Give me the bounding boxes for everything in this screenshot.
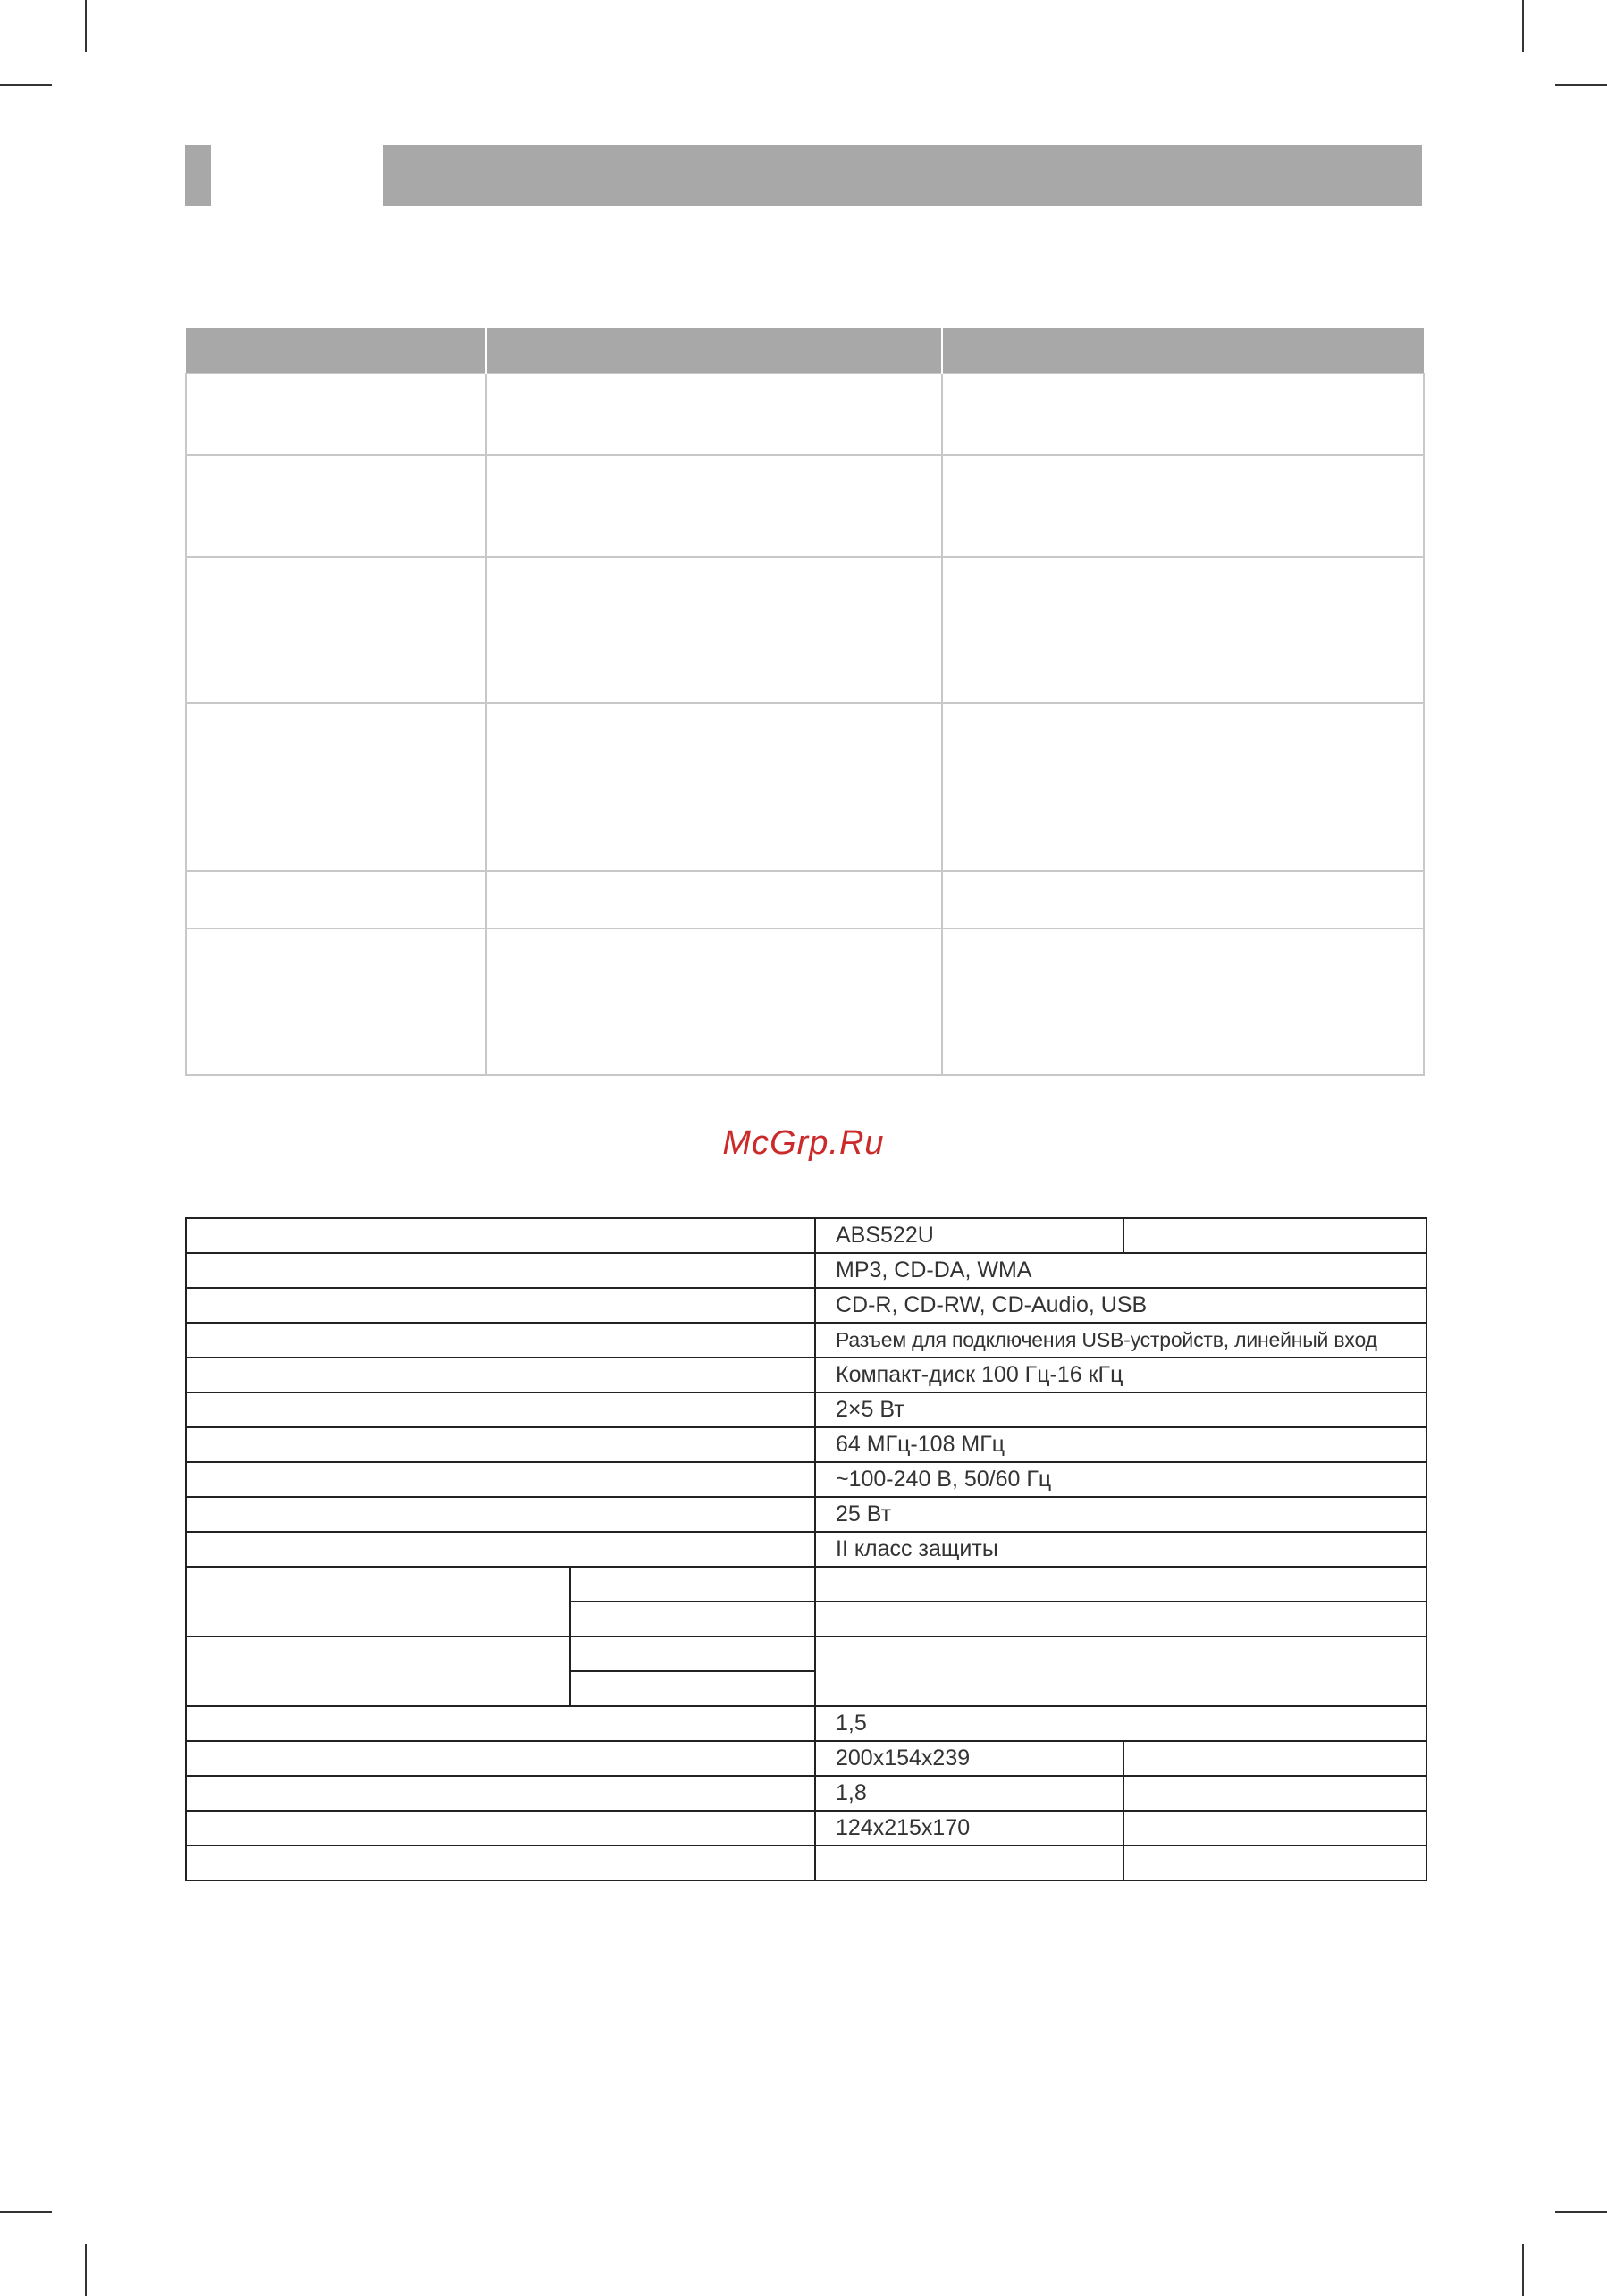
dimensions-1: 200x154x239 (815, 1741, 1123, 1776)
header-cell (186, 328, 486, 374)
crop-mark (1522, 2244, 1524, 2296)
formats-value: MP3, CD-DA, WMA (815, 1253, 1426, 1288)
spec-row (186, 1776, 1426, 1811)
page-number-block (185, 145, 211, 206)
header-cell (486, 328, 942, 374)
output-power-value: 2×5 Вт (815, 1392, 1426, 1427)
protection-class-value: II класс защиты (815, 1532, 1426, 1567)
spec-row (186, 1323, 1426, 1358)
crop-mark (0, 2211, 52, 2213)
table-row (186, 557, 1424, 703)
section-header-bar (383, 145, 1422, 206)
power-consumption-value: 25 Вт (815, 1497, 1426, 1532)
value-2: 1,8 (815, 1776, 1123, 1811)
crop-mark (85, 0, 87, 52)
spec-row (186, 1811, 1426, 1846)
power-supply-value: ~100-240 В, 50/60 Гц (815, 1462, 1426, 1497)
fm-range-value: 64 МГц-108 МГц (815, 1427, 1426, 1462)
spec-row (186, 1358, 1426, 1392)
watermark: McGrp.Ru (722, 1124, 885, 1162)
spec-row (186, 1846, 1426, 1880)
table-row (186, 703, 1424, 871)
spec-row (186, 1392, 1426, 1427)
spec-row (186, 1497, 1426, 1532)
media-value: CD-R, CD-RW, CD-Audio, USB (815, 1288, 1426, 1323)
crop-mark (1555, 2211, 1607, 2213)
spec-row (186, 1288, 1426, 1323)
spec-row (186, 1532, 1426, 1567)
table-header-row (186, 328, 1424, 374)
table-row (186, 455, 1424, 557)
spec-row (186, 1218, 1426, 1253)
table-row (186, 929, 1424, 1075)
dimensions-2: 124x215x170 (815, 1811, 1123, 1846)
spec-row (186, 1636, 1426, 1671)
frequency-response-value: Компакт-диск 100 Гц-16 кГц (815, 1358, 1426, 1392)
spec-row (186, 1462, 1426, 1497)
spec-row (186, 1427, 1426, 1462)
table-row (186, 374, 1424, 455)
spec-row (186, 1567, 1426, 1602)
table-row (186, 871, 1424, 929)
crop-mark (1522, 0, 1524, 52)
spec-row (186, 1253, 1426, 1288)
spec-row (186, 1741, 1426, 1776)
crop-mark (1555, 84, 1607, 86)
crop-mark (0, 84, 52, 86)
connectors-value: Разъем для подключения USB-устройств, линейный вход (815, 1323, 1426, 1358)
header-cell (942, 328, 1424, 374)
crop-mark (85, 2244, 87, 2296)
value-1: 1,5 (815, 1706, 1426, 1741)
specifications-table (185, 1217, 1427, 1881)
spec-row (186, 1706, 1426, 1741)
troubleshooting-table (185, 328, 1425, 1076)
model-value: ABS522U (815, 1218, 1123, 1253)
